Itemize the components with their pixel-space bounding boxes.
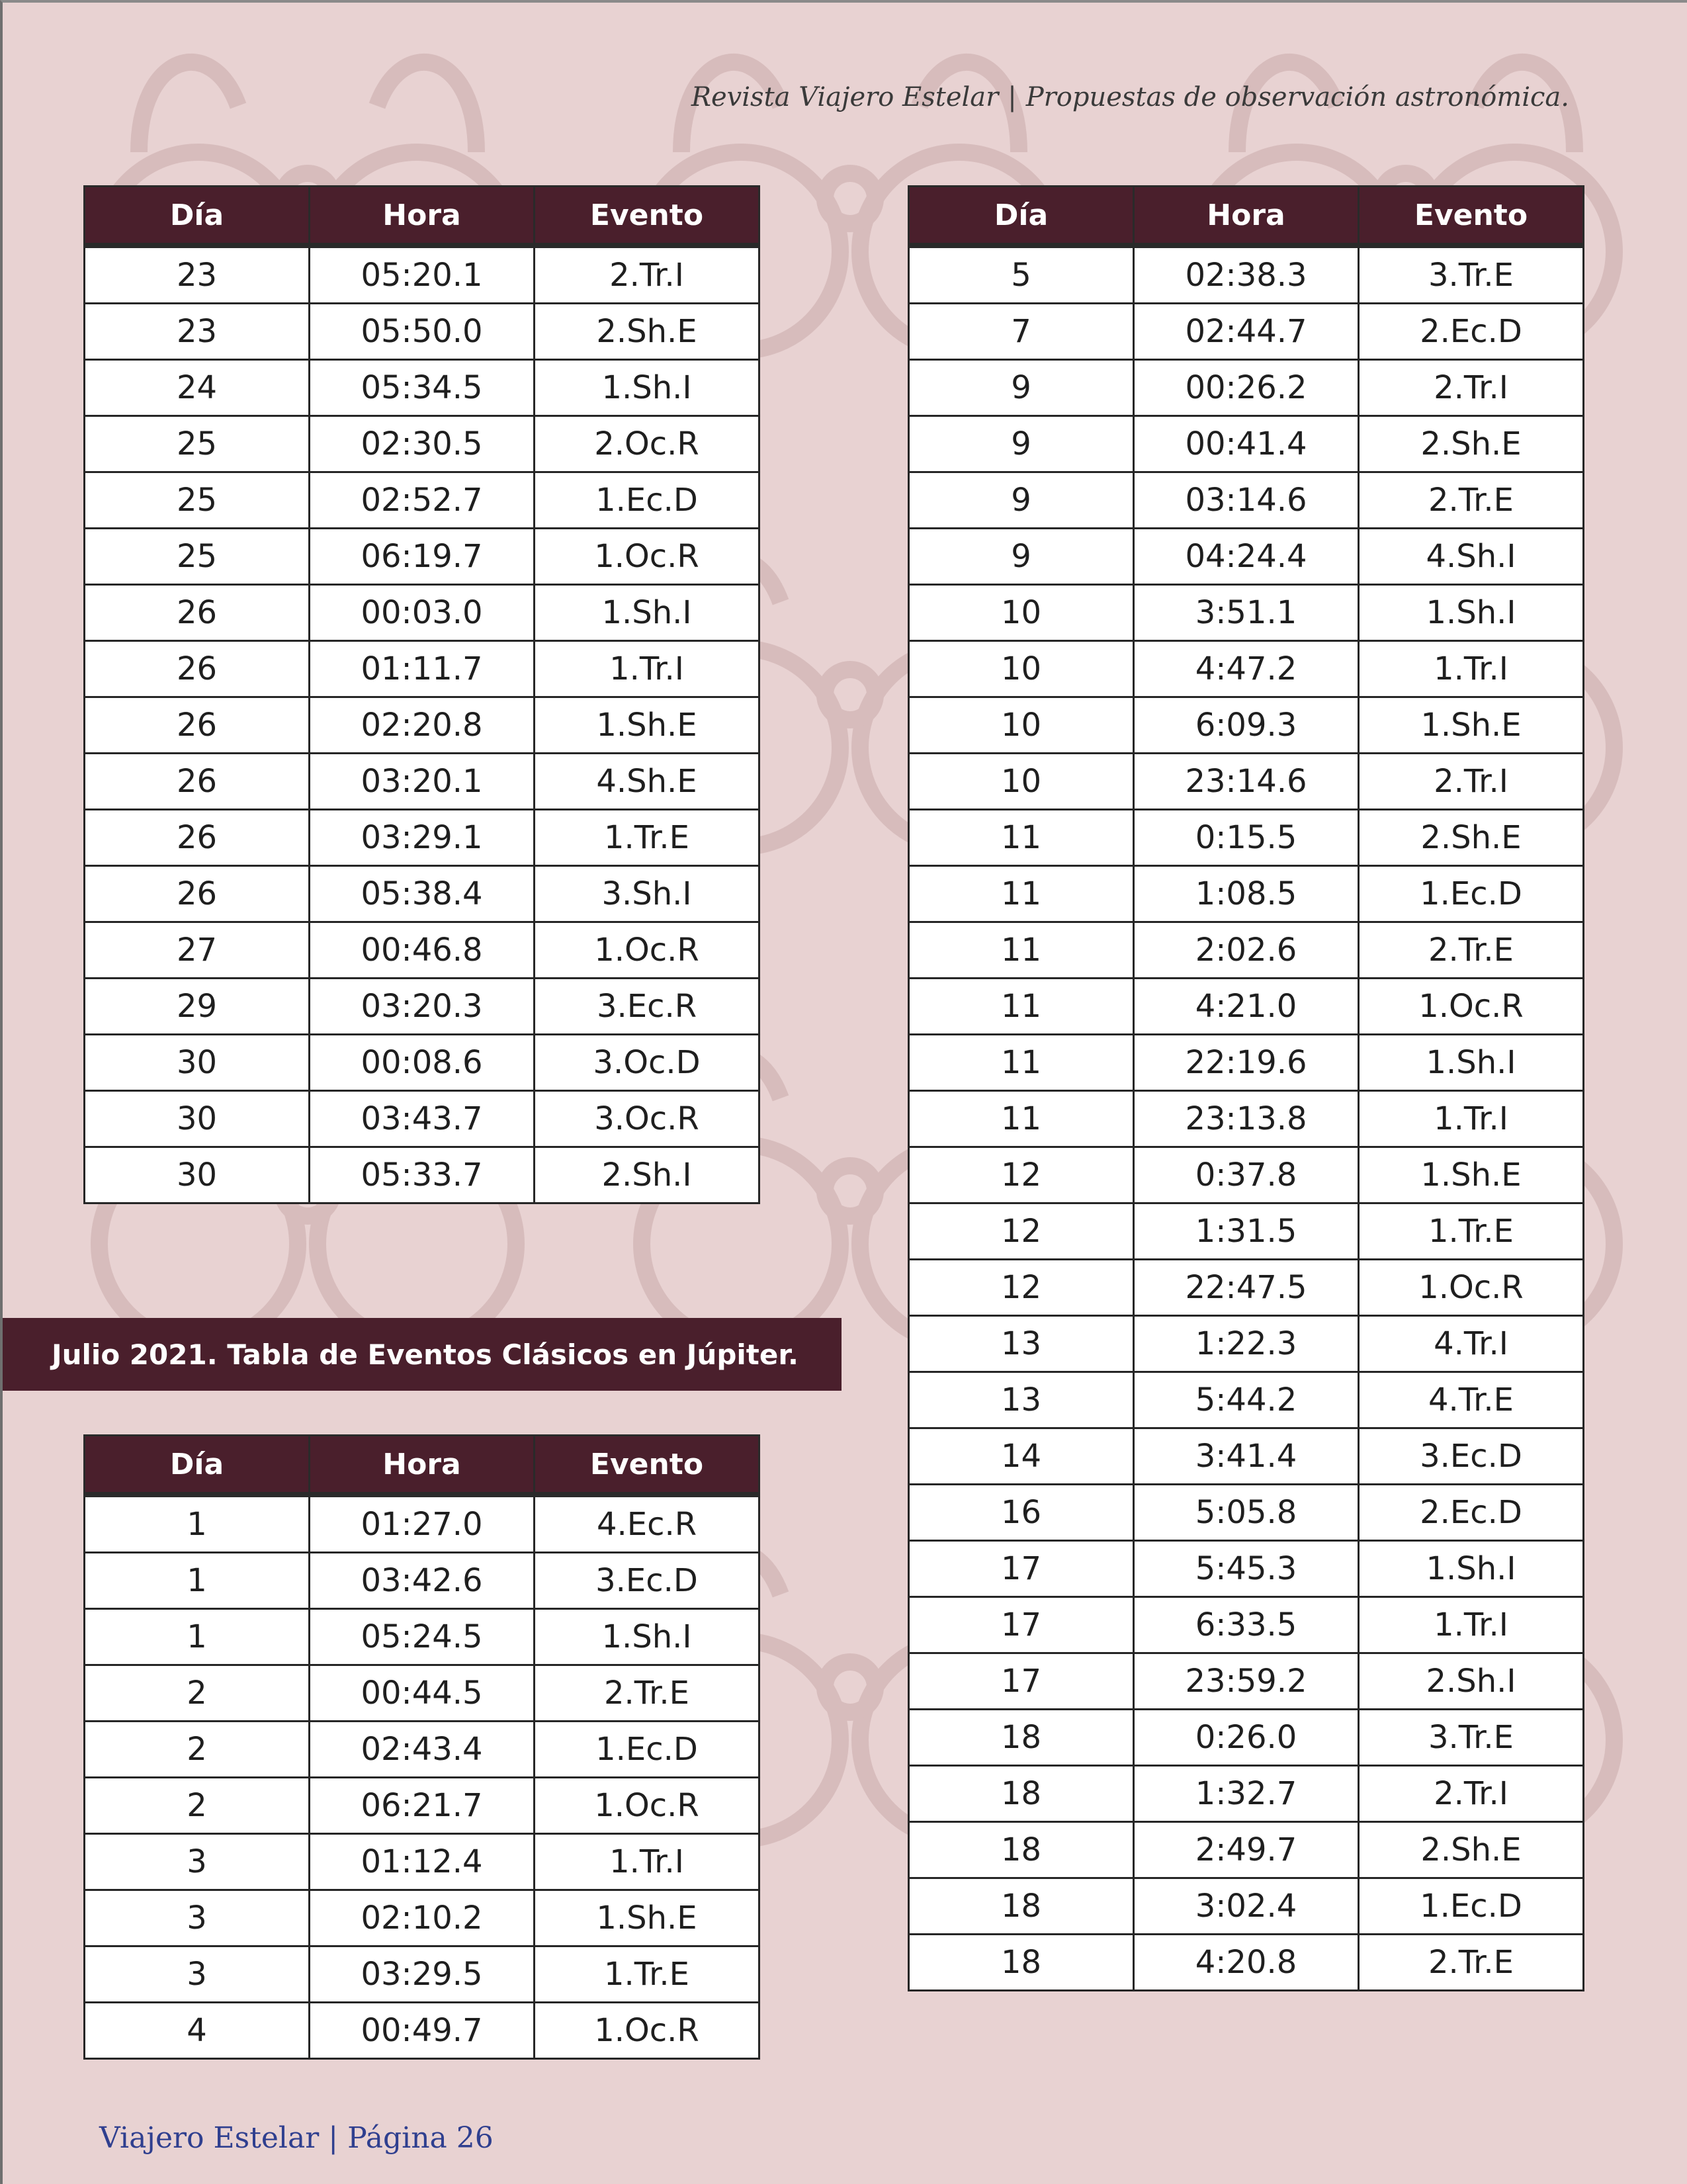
cell-evento: 2.Tr.E (535, 1665, 759, 1722)
cell-hora: 2:02.6 (1134, 922, 1359, 979)
cell-dia: 14 (909, 1428, 1134, 1485)
cell-evento: 4.Sh.E (535, 754, 759, 810)
cell-hora: 02:20.8 (310, 697, 535, 754)
table-row (85, 2003, 759, 2059)
cell-dia: 11 (909, 866, 1134, 922)
table-row (909, 472, 1584, 529)
cell-dia: 4 (85, 2003, 310, 2059)
cell-dia: 3 (85, 1946, 310, 2003)
cell-hora: 5:44.2 (1134, 1372, 1359, 1428)
july-table-title: Julio 2021. Tabla de Eventos Clásicos en Júpiter. (3, 1318, 842, 1391)
header-separator: | (1008, 82, 1017, 112)
cell-hora: 02:10.2 (310, 1890, 535, 1946)
cell-evento: 1.Sh.E (535, 1890, 759, 1946)
cell-hora: 00:41.4 (1134, 416, 1359, 472)
table-header-row (85, 187, 759, 246)
table-row (909, 1653, 1584, 1710)
cell-hora: 4:20.8 (1134, 1935, 1359, 1991)
table-row (85, 1722, 759, 1778)
column-header-evento: Evento (535, 1436, 759, 1495)
cell-hora: 03:42.6 (310, 1553, 535, 1609)
cell-dia: 5 (909, 245, 1134, 304)
cell-hora: 05:50.0 (310, 304, 535, 360)
column-header-hora: Hora (1134, 187, 1359, 246)
table-row (909, 1766, 1584, 1822)
header-magazine-name: Revista Viajero Estelar (691, 82, 999, 112)
cell-evento: 2.Tr.I (1359, 360, 1584, 416)
cell-dia: 10 (909, 585, 1134, 641)
table-row (909, 697, 1584, 754)
cell-dia: 27 (85, 922, 310, 979)
table-row (85, 697, 759, 754)
table-row (909, 1316, 1584, 1372)
running-header (691, 82, 1569, 112)
column-header-dia: Día (85, 187, 310, 246)
table-row (85, 1890, 759, 1946)
cell-hora: 02:30.5 (310, 416, 535, 472)
cell-dia: 12 (909, 1260, 1134, 1316)
cell-evento: 2.Tr.E (1359, 472, 1584, 529)
table-row (85, 1665, 759, 1722)
events-table-july-part1 (83, 1434, 760, 2060)
table-row (909, 1541, 1584, 1597)
cell-evento: 2.Sh.E (1359, 416, 1584, 472)
cell-dia: 24 (85, 360, 310, 416)
table-row (85, 1553, 759, 1609)
cell-dia: 26 (85, 810, 310, 866)
table-row (909, 1597, 1584, 1653)
table-row (909, 1260, 1584, 1316)
events-table-june (83, 185, 760, 1204)
table-row (85, 641, 759, 697)
cell-dia: 18 (909, 1878, 1134, 1935)
cell-dia: 25 (85, 472, 310, 529)
cell-evento: 3.Ec.R (535, 979, 759, 1035)
column-header-hora: Hora (310, 187, 535, 246)
table-row (909, 1372, 1584, 1428)
cell-dia: 18 (909, 1710, 1134, 1766)
cell-evento: 1.Ec.D (535, 1722, 759, 1778)
cell-evento: 1.Oc.R (535, 2003, 759, 2059)
cell-dia: 25 (85, 529, 310, 585)
table-row (85, 1946, 759, 2003)
cell-evento: 1.Oc.R (535, 922, 759, 979)
cell-hora: 23:13.8 (1134, 1091, 1359, 1147)
cell-hora: 02:43.4 (310, 1722, 535, 1778)
cell-hora: 04:24.4 (1134, 529, 1359, 585)
cell-evento: 1.Sh.I (1359, 585, 1584, 641)
cell-dia: 10 (909, 641, 1134, 697)
cell-hora: 23:59.2 (1134, 1653, 1359, 1710)
table-row (909, 922, 1584, 979)
cell-hora: 00:49.7 (310, 2003, 535, 2059)
cell-evento: 3.Ec.D (1359, 1428, 1584, 1485)
cell-hora: 23:14.6 (1134, 754, 1359, 810)
cell-hora: 1:22.3 (1134, 1316, 1359, 1372)
table-row (85, 472, 759, 529)
table-row (85, 922, 759, 979)
cell-dia: 16 (909, 1485, 1134, 1541)
cell-dia: 11 (909, 810, 1134, 866)
column-header-dia: Día (909, 187, 1134, 246)
cell-dia: 17 (909, 1541, 1134, 1597)
cell-evento: 1.Tr.E (535, 1946, 759, 2003)
table-row (909, 1822, 1584, 1878)
cell-evento: 1.Ec.D (535, 472, 759, 529)
cell-evento: 4.Tr.I (1359, 1316, 1584, 1372)
cell-hora: 5:05.8 (1134, 1485, 1359, 1541)
cell-evento: 1.Oc.R (535, 529, 759, 585)
table-row (85, 416, 759, 472)
cell-hora: 22:19.6 (1134, 1035, 1359, 1091)
table-row (85, 1778, 759, 1834)
cell-hora: 01:11.7 (310, 641, 535, 697)
cell-evento: 1.Tr.I (1359, 1597, 1584, 1653)
cell-evento: 1.Tr.I (1359, 641, 1584, 697)
cell-evento: 1.Tr.E (535, 810, 759, 866)
cell-hora: 00:26.2 (1134, 360, 1359, 416)
table-row (85, 1035, 759, 1091)
cell-hora: 03:29.1 (310, 810, 535, 866)
table-row (85, 245, 759, 304)
cell-hora: 22:47.5 (1134, 1260, 1359, 1316)
cell-dia: 26 (85, 641, 310, 697)
cell-dia: 2 (85, 1722, 310, 1778)
table-row (909, 1935, 1584, 1991)
table-row (909, 245, 1584, 304)
cell-hora: 02:44.7 (1134, 304, 1359, 360)
cell-dia: 9 (909, 360, 1134, 416)
cell-evento: 1.Sh.I (535, 585, 759, 641)
footer-magazine-name: Viajero Estelar (99, 2121, 320, 2155)
cell-dia: 13 (909, 1372, 1134, 1428)
cell-hora: 00:03.0 (310, 585, 535, 641)
cell-hora: 00:08.6 (310, 1035, 535, 1091)
cell-evento: 3.Oc.D (535, 1035, 759, 1091)
column-header-hora: Hora (310, 1436, 535, 1495)
cell-hora: 3:02.4 (1134, 1878, 1359, 1935)
table-row (909, 866, 1584, 922)
table-row (85, 1609, 759, 1665)
table-row (85, 1834, 759, 1890)
cell-evento: 3.Tr.E (1359, 245, 1584, 304)
column-header-evento: Evento (1359, 187, 1584, 246)
cell-hora: 03:20.3 (310, 979, 535, 1035)
table-row (909, 1710, 1584, 1766)
cell-dia: 11 (909, 1091, 1134, 1147)
cell-evento: 2.Sh.E (1359, 1822, 1584, 1878)
cell-dia: 11 (909, 1035, 1134, 1091)
cell-dia: 11 (909, 922, 1134, 979)
cell-dia: 1 (85, 1495, 310, 1553)
cell-dia: 7 (909, 304, 1134, 360)
cell-evento: 2.Ec.D (1359, 1485, 1584, 1541)
cell-hora: 03:29.5 (310, 1946, 535, 2003)
table-row (909, 360, 1584, 416)
table-row (85, 360, 759, 416)
cell-hora: 00:44.5 (310, 1665, 535, 1722)
table-header-row (909, 187, 1584, 246)
cell-evento: 1.Sh.I (535, 360, 759, 416)
table-row (85, 1091, 759, 1147)
cell-evento: 2.Tr.E (1359, 1935, 1584, 1991)
cell-dia: 17 (909, 1597, 1134, 1653)
cell-evento: 1.Tr.E (1359, 1203, 1584, 1260)
column-header-evento: Evento (535, 187, 759, 246)
cell-dia: 13 (909, 1316, 1134, 1372)
cell-hora: 05:34.5 (310, 360, 535, 416)
cell-evento: 3.Oc.R (535, 1091, 759, 1147)
cell-hora: 2:49.7 (1134, 1822, 1359, 1878)
cell-dia: 25 (85, 416, 310, 472)
table-row (85, 754, 759, 810)
table-row (85, 1495, 759, 1553)
cell-hora: 06:21.7 (310, 1778, 535, 1834)
cell-hora: 0:15.5 (1134, 810, 1359, 866)
table-row (909, 416, 1584, 472)
cell-evento: 1.Sh.E (535, 697, 759, 754)
cell-dia: 30 (85, 1035, 310, 1091)
table-row (85, 979, 759, 1035)
cell-hora: 6:33.5 (1134, 1597, 1359, 1653)
cell-dia: 18 (909, 1766, 1134, 1822)
cell-hora: 01:27.0 (310, 1495, 535, 1553)
cell-hora: 03:20.1 (310, 754, 535, 810)
cell-dia: 18 (909, 1935, 1134, 1991)
header-section-name: Propuestas de observación astronómica. (1025, 82, 1569, 112)
cell-hora: 02:38.3 (1134, 245, 1359, 304)
cell-hora: 3:51.1 (1134, 585, 1359, 641)
cell-dia: 26 (85, 866, 310, 922)
cell-evento: 1.Sh.I (1359, 1035, 1584, 1091)
footer-page-number: Página 26 (347, 2121, 494, 2155)
cell-dia: 10 (909, 754, 1134, 810)
cell-evento: 2.Sh.I (535, 1147, 759, 1203)
cell-evento: 4.Sh.I (1359, 529, 1584, 585)
cell-dia: 23 (85, 245, 310, 304)
cell-hora: 4:47.2 (1134, 641, 1359, 697)
cell-evento: 1.Sh.I (1359, 1541, 1584, 1597)
cell-dia: 1 (85, 1609, 310, 1665)
events-table-july-part2 (908, 185, 1584, 1991)
table-row (909, 529, 1584, 585)
table-row (909, 1091, 1584, 1147)
table-row (909, 1878, 1584, 1935)
table-row (909, 979, 1584, 1035)
cell-evento: 3.Tr.E (1359, 1710, 1584, 1766)
table-row (85, 1147, 759, 1203)
cell-dia: 12 (909, 1147, 1134, 1203)
table-row (85, 866, 759, 922)
cell-dia: 29 (85, 979, 310, 1035)
cell-evento: 1.Ec.D (1359, 866, 1584, 922)
cell-dia: 26 (85, 697, 310, 754)
table-row (909, 585, 1584, 641)
cell-evento: 2.Sh.E (1359, 810, 1584, 866)
cell-evento: 2.Sh.E (535, 304, 759, 360)
cell-evento: 1.Tr.I (535, 641, 759, 697)
cell-hora: 05:38.4 (310, 866, 535, 922)
cell-dia: 23 (85, 304, 310, 360)
cell-hora: 06:19.7 (310, 529, 535, 585)
table-row (909, 641, 1584, 697)
cell-hora: 03:43.7 (310, 1091, 535, 1147)
table-row (85, 304, 759, 360)
cell-evento: 3.Sh.I (535, 866, 759, 922)
cell-dia: 26 (85, 585, 310, 641)
cell-evento: 1.Oc.R (535, 1778, 759, 1834)
cell-dia: 9 (909, 416, 1134, 472)
cell-evento: 2.Tr.I (1359, 754, 1584, 810)
table-row (909, 304, 1584, 360)
cell-dia: 11 (909, 979, 1134, 1035)
column-header-dia: Día (85, 1436, 310, 1495)
cell-dia: 9 (909, 472, 1134, 529)
cell-hora: 05:24.5 (310, 1609, 535, 1665)
cell-hora: 01:12.4 (310, 1834, 535, 1890)
cell-evento: 4.Tr.E (1359, 1372, 1584, 1428)
footer-separator: | (328, 2121, 339, 2155)
cell-evento: 1.Oc.R (1359, 979, 1584, 1035)
cell-evento: 2.Tr.E (1359, 922, 1584, 979)
cell-evento: 1.Tr.I (535, 1834, 759, 1890)
cell-evento: 3.Ec.D (535, 1553, 759, 1609)
running-footer (99, 2121, 494, 2155)
cell-hora: 0:26.0 (1134, 1710, 1359, 1766)
table-row (85, 529, 759, 585)
cell-dia: 9 (909, 529, 1134, 585)
table-row (85, 810, 759, 866)
table-row (909, 1485, 1584, 1541)
cell-evento: 2.Tr.I (535, 245, 759, 304)
table-header-row (85, 1436, 759, 1495)
cell-hora: 1:31.5 (1134, 1203, 1359, 1260)
cell-dia: 18 (909, 1822, 1134, 1878)
table-row (85, 585, 759, 641)
cell-evento: 2.Sh.I (1359, 1653, 1584, 1710)
table-row (909, 1428, 1584, 1485)
cell-hora: 5:45.3 (1134, 1541, 1359, 1597)
cell-evento: 1.Ec.D (1359, 1878, 1584, 1935)
cell-hora: 05:20.1 (310, 245, 535, 304)
cell-hora: 3:41.4 (1134, 1428, 1359, 1485)
table-row (909, 1035, 1584, 1091)
cell-evento: 4.Ec.R (535, 1495, 759, 1553)
table-row (909, 810, 1584, 866)
cell-hora: 6:09.3 (1134, 697, 1359, 754)
cell-dia: 2 (85, 1665, 310, 1722)
cell-dia: 17 (909, 1653, 1134, 1710)
cell-hora: 0:37.8 (1134, 1147, 1359, 1203)
cell-hora: 1:32.7 (1134, 1766, 1359, 1822)
cell-dia: 1 (85, 1553, 310, 1609)
cell-evento: 2.Tr.I (1359, 1766, 1584, 1822)
cell-hora: 03:14.6 (1134, 472, 1359, 529)
cell-evento: 1.Tr.I (1359, 1091, 1584, 1147)
cell-hora: 02:52.7 (310, 472, 535, 529)
cell-dia: 12 (909, 1203, 1134, 1260)
cell-hora: 4:21.0 (1134, 979, 1359, 1035)
cell-dia: 10 (909, 697, 1134, 754)
cell-hora: 00:46.8 (310, 922, 535, 979)
cell-dia: 26 (85, 754, 310, 810)
cell-dia: 3 (85, 1890, 310, 1946)
cell-evento: 2.Oc.R (535, 416, 759, 472)
cell-hora: 1:08.5 (1134, 866, 1359, 922)
cell-evento: 1.Oc.R (1359, 1260, 1584, 1316)
cell-dia: 2 (85, 1778, 310, 1834)
cell-evento: 1.Sh.E (1359, 697, 1584, 754)
cell-dia: 3 (85, 1834, 310, 1890)
cell-evento: 2.Ec.D (1359, 304, 1584, 360)
table-row (909, 1147, 1584, 1203)
table-row (909, 754, 1584, 810)
cell-dia: 30 (85, 1091, 310, 1147)
cell-hora: 05:33.7 (310, 1147, 535, 1203)
table-row (909, 1203, 1584, 1260)
cell-dia: 30 (85, 1147, 310, 1203)
cell-evento: 1.Sh.I (535, 1609, 759, 1665)
cell-evento: 1.Sh.E (1359, 1147, 1584, 1203)
